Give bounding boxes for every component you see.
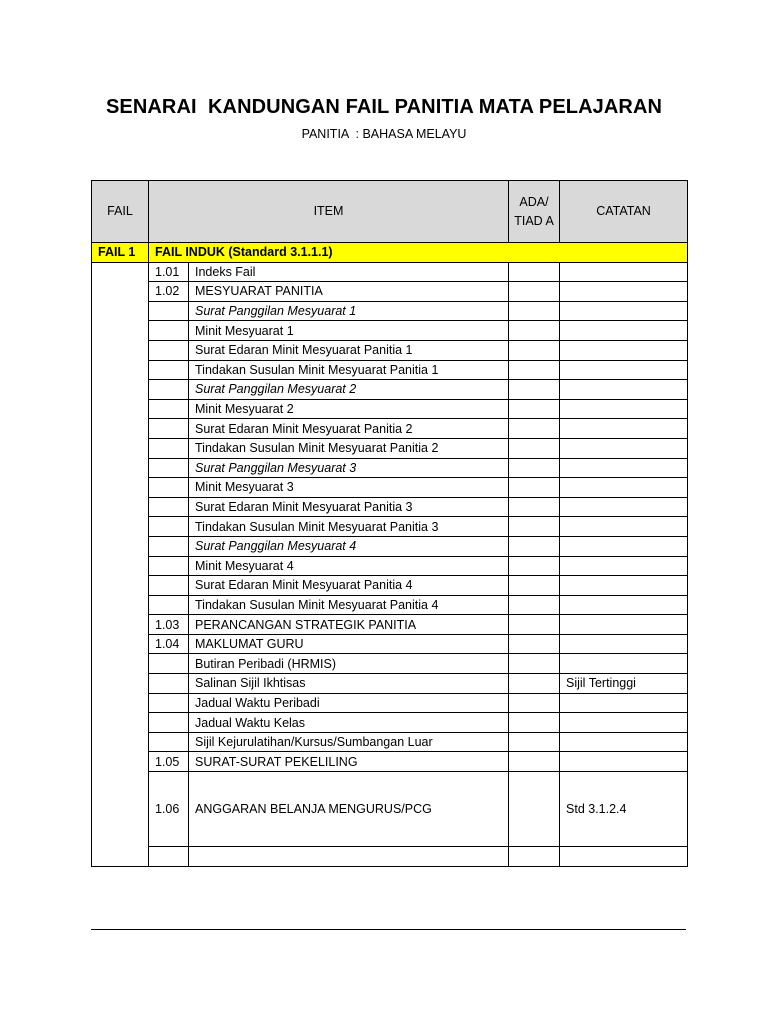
table-row	[92, 458, 688, 478]
item-number	[149, 380, 189, 400]
item-text: Surat Panggilan Mesyuarat 4	[189, 536, 509, 556]
ada-tiada-cell	[509, 556, 560, 576]
table-row	[92, 419, 688, 439]
item-number	[149, 419, 189, 439]
item-text: Surat Panggilan Mesyuarat 2	[189, 380, 509, 400]
table-row	[92, 262, 688, 282]
table-row	[92, 634, 688, 654]
col-header-ada: ADA/ TIAD A	[509, 181, 560, 243]
item-number	[149, 478, 189, 498]
item-number	[149, 674, 189, 694]
ada-tiada-cell	[509, 674, 560, 694]
section-row	[92, 243, 688, 263]
ada-tiada-cell	[509, 517, 560, 537]
catatan-cell	[560, 458, 688, 478]
item-number	[149, 399, 189, 419]
item-text: Minit Mesyuarat 3	[189, 478, 509, 498]
item-number: 1.01	[149, 262, 189, 282]
catatan-cell	[560, 713, 688, 733]
item-text: MAKLUMAT GURU	[189, 634, 509, 654]
fail-cell	[92, 262, 149, 866]
contents-table	[91, 180, 688, 867]
item-number	[149, 732, 189, 752]
table-row	[92, 556, 688, 576]
item-text: ANGGARAN BELANJA MENGURUS/PCG	[189, 772, 509, 847]
catatan-cell	[560, 478, 688, 498]
ada-tiada-cell	[509, 321, 560, 341]
table-row	[92, 847, 688, 867]
item-text: Surat Edaran Minit Mesyuarat Panitia 4	[189, 576, 509, 596]
table-row	[92, 497, 688, 517]
catatan-cell	[560, 693, 688, 713]
item-text: Tindakan Susulan Minit Mesyuarat Panitia 4	[189, 595, 509, 615]
table-row	[92, 713, 688, 733]
item-number	[149, 360, 189, 380]
catatan-cell	[560, 576, 688, 596]
item-text: Butiran Peribadi (HRMIS)	[189, 654, 509, 674]
item-number	[149, 654, 189, 674]
item-text: Tindakan Susulan Minit Mesyuarat Panitia 3	[189, 517, 509, 537]
item-number	[149, 458, 189, 478]
ada-tiada-cell	[509, 262, 560, 282]
ada-tiada-cell	[509, 847, 560, 867]
table-row	[92, 752, 688, 772]
ada-tiada-cell	[509, 438, 560, 458]
catatan-cell	[560, 595, 688, 615]
ada-tiada-cell	[509, 399, 560, 419]
item-number	[149, 438, 189, 458]
ada-tiada-cell	[509, 380, 560, 400]
item-text: Surat Panggilan Mesyuarat 1	[189, 301, 509, 321]
table-row	[92, 654, 688, 674]
catatan-cell	[560, 497, 688, 517]
table-row	[92, 380, 688, 400]
item-text: Tindakan Susulan Minit Mesyuarat Panitia 2	[189, 438, 509, 458]
table-row	[92, 536, 688, 556]
ada-tiada-cell	[509, 732, 560, 752]
page-subtitle: PANITIA : BAHASA MELAYU	[301, 127, 467, 141]
item-number	[149, 301, 189, 321]
col-header-item: ITEM	[149, 181, 509, 243]
item-text: PERANCANGAN STRATEGIK PANITIA	[189, 615, 509, 635]
ada-tiada-cell	[509, 713, 560, 733]
table-row	[92, 693, 688, 713]
table-row	[92, 595, 688, 615]
ada-tiada-cell	[509, 634, 560, 654]
section-title: FAIL INDUK (Standard 3.1.1.1)	[149, 243, 688, 263]
ada-tiada-cell	[509, 576, 560, 596]
catatan-cell	[560, 262, 688, 282]
catatan-cell	[560, 380, 688, 400]
item-number	[149, 517, 189, 537]
catatan-cell	[560, 615, 688, 635]
item-number: 1.03	[149, 615, 189, 635]
item-text: Jadual Waktu Kelas	[189, 713, 509, 733]
ada-tiada-cell	[509, 693, 560, 713]
item-text: Surat Edaran Minit Mesyuarat Panitia 1	[189, 340, 509, 360]
item-number: 1.04	[149, 634, 189, 654]
header-row	[92, 181, 688, 243]
item-number	[149, 497, 189, 517]
table-row	[92, 282, 688, 302]
ada-tiada-cell	[509, 360, 560, 380]
catatan-cell	[560, 282, 688, 302]
catatan-cell	[560, 360, 688, 380]
catatan-cell	[560, 556, 688, 576]
item-text: Minit Mesyuarat 4	[189, 556, 509, 576]
table-row	[92, 674, 688, 694]
catatan-cell	[560, 536, 688, 556]
item-number	[149, 595, 189, 615]
item-text: Jadual Waktu Peribadi	[189, 693, 509, 713]
table-row	[92, 321, 688, 341]
ada-tiada-cell	[509, 478, 560, 498]
catatan-cell	[560, 847, 688, 867]
table-row	[92, 576, 688, 596]
table-row	[92, 478, 688, 498]
catatan-cell	[560, 340, 688, 360]
ada-tiada-cell	[509, 301, 560, 321]
catatan-cell: Sijil Tertinggi	[560, 674, 688, 694]
catatan-cell	[560, 634, 688, 654]
item-number	[149, 847, 189, 867]
catatan-cell	[560, 732, 688, 752]
catatan-cell	[560, 301, 688, 321]
table-row	[92, 732, 688, 752]
item-text: Minit Mesyuarat 2	[189, 399, 509, 419]
table-row	[92, 360, 688, 380]
item-text: Surat Edaran Minit Mesyuarat Panitia 3	[189, 497, 509, 517]
catatan-cell: Std 3.1.2.4	[560, 772, 688, 847]
table-row	[92, 340, 688, 360]
ada-tiada-cell	[509, 340, 560, 360]
col-header-fail: FAIL	[92, 181, 149, 243]
ada-tiada-cell	[509, 654, 560, 674]
item-text: Minit Mesyuarat 1	[189, 321, 509, 341]
catatan-cell	[560, 654, 688, 674]
item-number: 1.02	[149, 282, 189, 302]
col-header-catatan: CATATAN	[560, 181, 688, 243]
ada-tiada-cell	[509, 282, 560, 302]
ada-tiada-cell	[509, 497, 560, 517]
item-number: 1.06	[149, 772, 189, 847]
item-number: 1.05	[149, 752, 189, 772]
catatan-cell	[560, 419, 688, 439]
item-text: Sijil Kejurulatihan/Kursus/Sumbangan Luar	[189, 732, 509, 752]
table-row	[92, 615, 688, 635]
table-row	[92, 438, 688, 458]
ada-tiada-cell	[509, 595, 560, 615]
ada-tiada-cell	[509, 419, 560, 439]
item-number	[149, 556, 189, 576]
item-number	[149, 713, 189, 733]
item-text: MESYUARAT PANITIA	[189, 282, 509, 302]
item-text: Indeks Fail	[189, 262, 509, 282]
catatan-cell	[560, 399, 688, 419]
catatan-cell	[560, 752, 688, 772]
ada-tiada-cell	[509, 752, 560, 772]
table-row	[92, 517, 688, 537]
page-title: SENARAI KANDUNGAN FAIL PANITIA MATA PELAJARAN	[105, 96, 663, 118]
catatan-cell	[560, 321, 688, 341]
table-row	[92, 301, 688, 321]
ada-tiada-cell	[509, 536, 560, 556]
item-text: SURAT-SURAT PEKELILING	[189, 752, 509, 772]
section-fail-label: FAIL 1	[92, 243, 149, 263]
table-row	[92, 772, 688, 847]
footer-rule	[91, 929, 686, 930]
item-text: Tindakan Susulan Minit Mesyuarat Panitia 1	[189, 360, 509, 380]
item-text: Salinan Sijil Ikhtisas	[189, 674, 509, 694]
item-number	[149, 340, 189, 360]
catatan-cell	[560, 438, 688, 458]
item-number	[149, 321, 189, 341]
item-number	[149, 693, 189, 713]
item-number	[149, 536, 189, 556]
ada-tiada-cell	[509, 615, 560, 635]
item-text: Surat Edaran Minit Mesyuarat Panitia 2	[189, 419, 509, 439]
table-row	[92, 399, 688, 419]
ada-tiada-cell	[509, 772, 560, 847]
item-text	[189, 847, 509, 867]
catatan-cell	[560, 517, 688, 537]
item-number	[149, 576, 189, 596]
ada-tiada-cell	[509, 458, 560, 478]
item-text: Surat Panggilan Mesyuarat 3	[189, 458, 509, 478]
